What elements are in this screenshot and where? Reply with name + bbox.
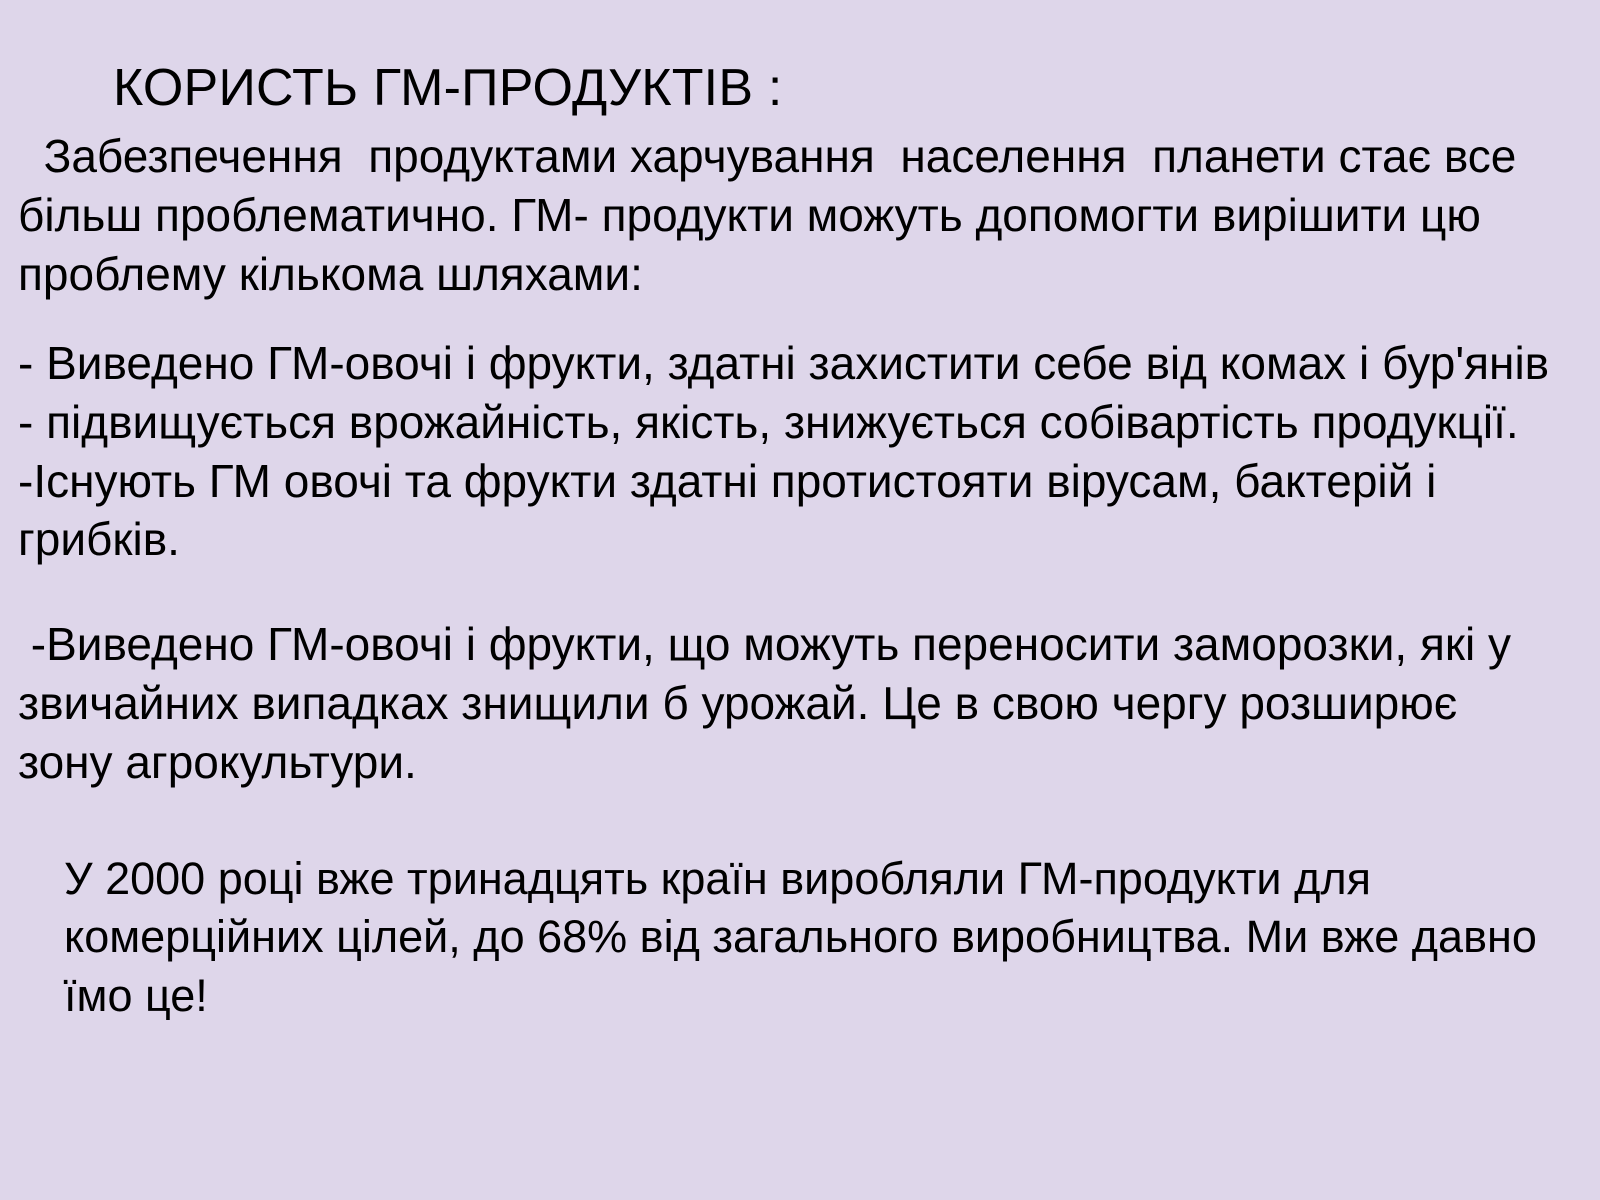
paragraph-benefit-pests: - Виведено ГМ-овочі і фрукти, здатні захистити себе від комах і бур'янів - підвищується врожайність, якість, знижується собівартість продукції.: [18, 336, 1562, 448]
paragraph-benefit-viruses: -Існують ГМ овочі та фрукти здатні протистояти вірусам, бактерій і грибків.: [18, 454, 1450, 566]
paragraph-intro: Забезпечення продуктами харчування населення планети стає все більш проблематично. ГМ- продукти можуть допомогти вирішити цю проблему кількома шляхами:: [18, 130, 1530, 300]
paragraph-benefit-frost: -Виведено ГМ-овочі і фрукти, що можуть переносити заморозки, які у звичайних випадках знищили б урожай. Це в свою чергу розширює зону агрокультури.: [18, 618, 1524, 789]
paragraph-statistics: У 2000 році вже тринадцять країн виробляли ГМ-продукти для комерційних цілей, до 68% від загального виробництва. Ми вже давно їмо це!: [64, 852, 1550, 1021]
slide-title: КОРИСТЬ ГМ-ПРОДУКТІВ :: [113, 59, 783, 117]
